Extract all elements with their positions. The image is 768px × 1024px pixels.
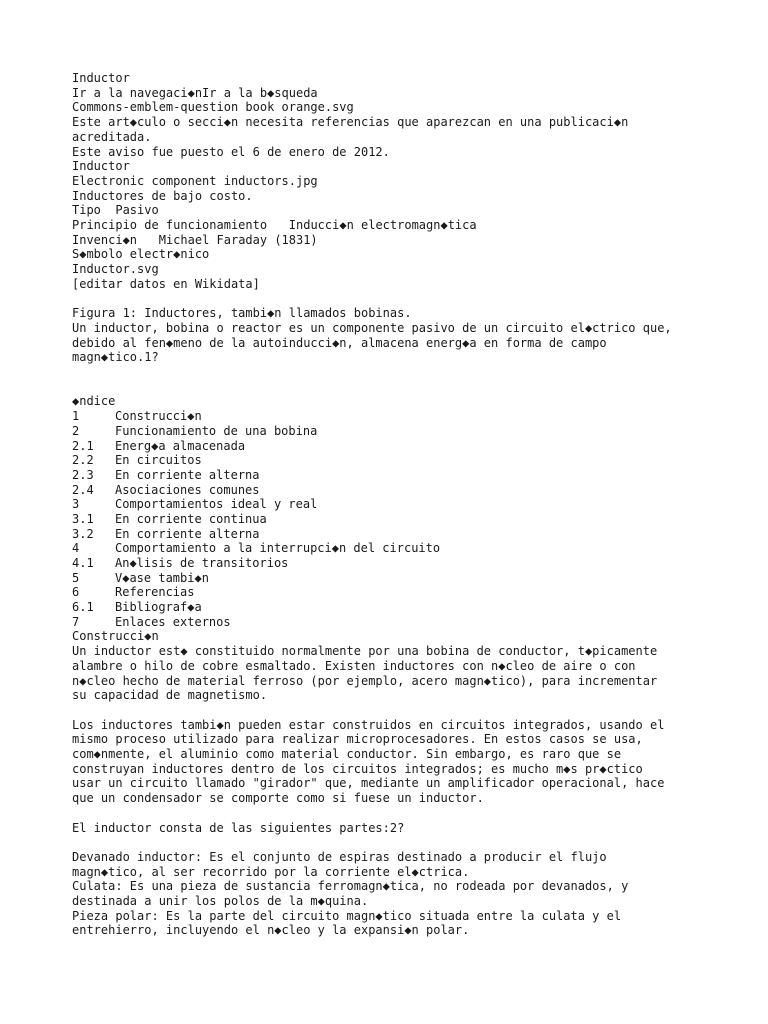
part-devanado-line-2: magn◆tico, al ser recorrido por la corriente el◆ctrica.: [72, 864, 470, 879]
symbol-label: S◆mbolo electr◆nico: [72, 247, 210, 262]
construccion-p2-line-2: mismo proceso utilizado para realizar microprocesadores. En estos casos se usa,: [72, 732, 643, 747]
infobox-row-tipo: [72, 203, 712, 218]
toc-item[interactable]: [72, 541, 712, 556]
toc-item[interactable]: [72, 409, 712, 424]
toc-item-label: Comportamientos ideal y real: [115, 497, 318, 512]
toc-item-label: Funcionamiento de una bobina: [115, 423, 318, 438]
toc-item-label: Referencias: [115, 585, 195, 600]
article-title: Inductor: [72, 71, 130, 85]
references-notice-line-1: Este art◆culo o secci◆n necesita referencias que aparezcan en una publicaci◆n: [72, 115, 629, 130]
section-heading-construccion: Construcci◆n: [72, 629, 159, 644]
notice-date: Este aviso fue puesto el 6 de enero de 2012.: [72, 144, 390, 159]
toc-item[interactable]: [72, 585, 712, 600]
infobox-image-name: Electronic component inductors.jpg: [72, 173, 318, 188]
toc-item-number: 7: [72, 614, 80, 629]
figure-caption: Figura 1: Inductores, tambi◆n llamados bobinas.: [72, 306, 412, 321]
toc-item-label: Enlaces externos: [115, 614, 231, 629]
toc-item-number: 1: [72, 409, 80, 424]
toc-item-number: 6: [72, 585, 80, 600]
spacer: [72, 365, 712, 380]
toc-item-number: 4.1: [72, 556, 94, 570]
construccion-p1-line-1: Un inductor est◆ constituido normalmente por una bobina de conductor, t◆picamente: [72, 644, 658, 659]
toc-list: [72, 409, 712, 629]
infobox-value: Michael Faraday (1831): [158, 232, 318, 247]
toc-item-number: 6.1: [72, 600, 94, 615]
intro-line-1: Un inductor, bobina o reactor es un componente pasivo de un circuito el◆ctrico que,: [72, 320, 672, 335]
construccion-p1-line-3: n◆cleo hecho de material ferroso (por ejemplo, acero magn◆tico), para incrementar: [72, 673, 658, 688]
part-culata-line-1: Culata: Es una pieza de sustancia ferromagn◆tica, no rodeada por devanados, y: [72, 879, 629, 894]
construccion-p2-line-6: que un condensador se comporte como si fuese un inductor.: [72, 791, 484, 806]
parts-intro: El inductor consta de las siguientes partes:2?: [72, 820, 405, 835]
toc-item-number: 3: [72, 497, 80, 512]
toc-item-label: En corriente alterna: [115, 526, 260, 541]
construccion-p2-line-3: com◆nmente, el aluminio como material conductor. Sin embargo, es raro que se: [72, 747, 622, 762]
infobox-row-principio: [72, 218, 712, 233]
intro-line-3: magn◆tico.1?: [72, 350, 159, 365]
part-culata-line-2: destinada a unir los polos de la m◆quina.: [72, 894, 369, 909]
symbol-image-name: Inductor.svg: [72, 262, 159, 277]
toc-item[interactable]: [72, 527, 712, 542]
references-notice-line-2: acreditada.: [72, 129, 152, 144]
toc-item-label: An◆lisis de transitorios: [115, 556, 289, 570]
toc-item-label: Comportamiento a la interrupci◆n del circuito: [115, 541, 441, 556]
emblem-image-name: Commons-emblem-question book orange.svg: [72, 100, 354, 115]
toc-item[interactable]: [72, 556, 712, 571]
toc-item-label: Bibliograf◆a: [115, 600, 202, 615]
toc-item[interactable]: [72, 424, 712, 439]
toc-item[interactable]: [72, 512, 712, 527]
construccion-p2-line-1: Los inductores tambi◆n pueden estar construidos en circuitos integrados, usando el: [72, 717, 665, 732]
construccion-p2-line-5: usar un circuito llamado "girador" que, mediante un amplificador operacional, hace: [72, 776, 665, 791]
toc-item[interactable]: [72, 497, 712, 512]
toc-item-label: En corriente alterna: [115, 467, 260, 482]
infobox-value: Inducci◆n electromagn◆tica: [288, 218, 477, 233]
toc-item-label: Construcci◆n: [115, 409, 202, 424]
toc-item-label: Asociaciones comunes: [115, 482, 260, 497]
toc-item-label: En circuitos: [115, 453, 202, 468]
toc-item[interactable]: [72, 453, 712, 468]
toc-item-number: 2.2: [72, 453, 94, 468]
toc-item[interactable]: [72, 571, 712, 586]
construccion-p1-line-2: alambre o hilo de cobre esmaltado. Existen inductores con n◆cleo de aire o con: [72, 658, 636, 673]
infobox-image-caption: Inductores de bajo costo.: [72, 188, 253, 203]
toc-item-label: En corriente continua: [115, 511, 267, 526]
infobox-key: Invenci◆n: [72, 232, 138, 247]
toc-item-number: 2.4: [72, 482, 94, 497]
toc-item-number: 2.3: [72, 467, 94, 482]
spacer: [72, 703, 712, 718]
spacer: [72, 835, 712, 850]
infobox-value: Pasivo: [115, 203, 159, 218]
edit-wikidata-link[interactable]: [editar datos en Wikidata]: [72, 276, 260, 291]
construccion-p1-line-4: su capacidad de magnetismo.: [72, 688, 268, 703]
infobox-key: Principio de funcionamiento: [72, 218, 268, 233]
toc-item[interactable]: [72, 439, 712, 454]
toc-item-number: 3.1: [72, 511, 94, 526]
spacer: [72, 806, 712, 821]
toc-item-number: 3.2: [72, 526, 94, 541]
toc-item[interactable]: [72, 468, 712, 483]
toc-item-label: Energ◆a almacenada: [115, 438, 246, 453]
toc-item[interactable]: [72, 483, 712, 498]
part-pieza-polar-line-2: entrehierro, incluyendo el n◆cleo y la expansi◆n polar.: [72, 923, 470, 938]
spacer: [72, 380, 712, 395]
toc-item-number: 2: [72, 423, 80, 438]
construccion-p2-line-4: construyan inductores dentro de los circuitos integrados; es mucho m◆s pr◆ctico: [72, 761, 643, 776]
toc-item-number: 4: [72, 541, 80, 556]
toc-item-number: 5: [72, 570, 80, 585]
intro-line-2: debido al fen◆meno de la autoinducci◆n, almacena energ◆a en forma de campo: [72, 335, 607, 350]
part-pieza-polar-line-1: Pieza polar: Es la parte del circuito magn◆tico situada entre la culata y el: [72, 908, 622, 923]
toc-item-label: V◆ase tambi◆n: [115, 570, 209, 585]
infobox-title: Inductor: [72, 159, 130, 174]
document-page: [72, 71, 712, 938]
infobox-row-invencion: [72, 233, 712, 248]
toc-item[interactable]: [72, 600, 712, 615]
infobox-key: Tipo: [72, 203, 101, 218]
toc-title: ◆ndice: [72, 394, 116, 409]
skip-links[interactable]: Ir a la navegaci◆nIr a la b◆squeda: [72, 85, 318, 100]
spacer: [72, 292, 712, 307]
toc-item-number: 2.1: [72, 438, 94, 453]
part-devanado-line-1: Devanado inductor: Es el conjunto de espiras destinado a producir el flujo: [72, 849, 607, 864]
toc-item[interactable]: [72, 615, 712, 630]
